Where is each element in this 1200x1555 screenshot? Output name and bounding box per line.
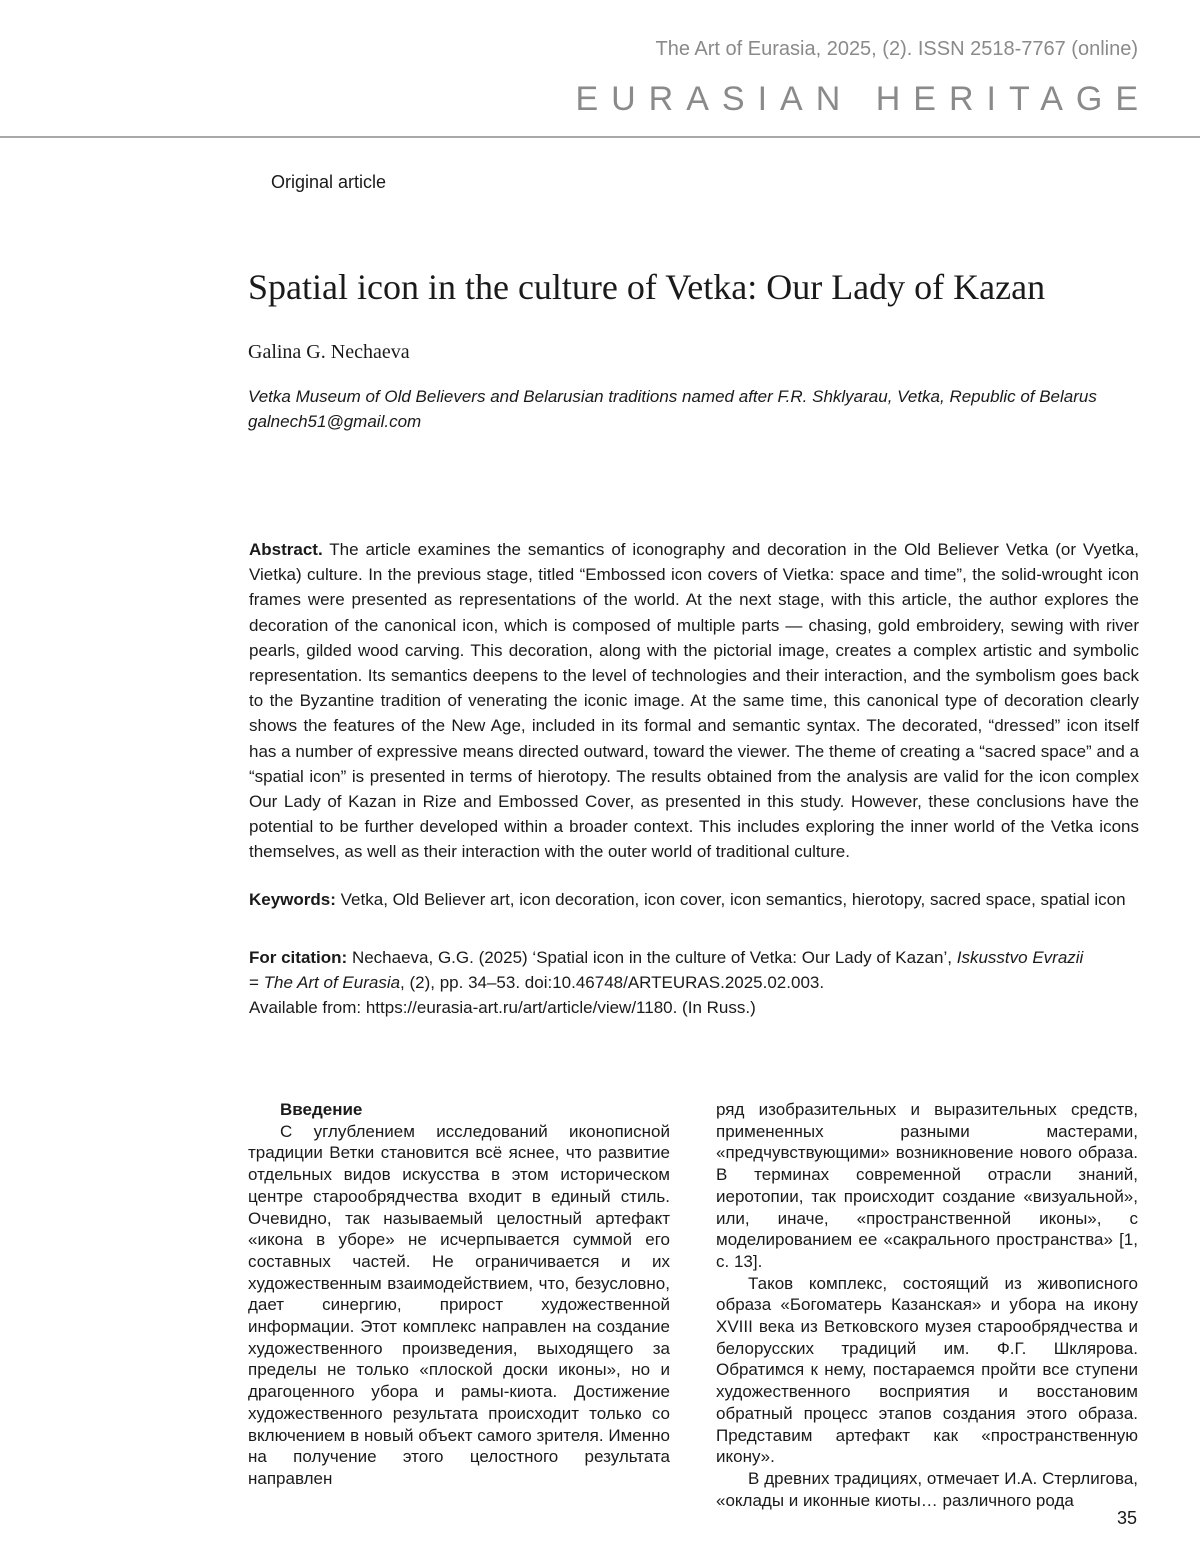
abstract [249, 537, 1139, 865]
affiliation-institution: Vetka Museum of Old Believers and Belarusian traditions named after F.R. Shklyarau, Vetka, Republic of Belarus [248, 387, 1097, 406]
citation-eq: = [249, 973, 259, 992]
article-type: Original article [271, 172, 387, 192]
keywords [249, 887, 1149, 912]
author-name: Galina G. Nechaeva [248, 341, 410, 363]
author-affiliation [248, 384, 1128, 434]
citation-details: , (2), pp. 34–53. doi:10.46748/ARTEURAS.2025.02.003. [400, 973, 825, 992]
abstract-label: Abstract. [249, 540, 323, 559]
keywords-text: Vetka, Old Believer art, icon decoration, icon cover, icon semantics, hierotopy, sacred space, spatial icon [340, 890, 1126, 909]
page-number: 35 [1116, 1508, 1137, 1528]
abstract-text: The article examines the semantics of iconography and decoration in the Old Believer Vetka (or Vyetka, Vietka) culture. In the previous stage, titled “Embossed icon covers of Vietka: space and time”, the solid-wrought icon frames were presented as representations of the world. At the next stage, with this article, the author explores the decoration of the canonical icon, which is composed of multiple parts — chasing, gold embroidery, sewing with river pearls, gilded wood carving. This decoration, along with the pictorial image, creates a complex artistic and symbolic representation. Its semantics deepens to the level of technologies and their interaction, and the symbolism goes back to the Byzantine tradition of venerating the iconic image. At the same time, this canonical type of decoration clearly shows the features of the New Age, included in its formal and semantic syntax. The decorated, “dressed” icon itself has a number of expressive means directed outward, toward the viewer. The theme of creating a “sacred space” and a “spatial icon” is presented in terms of hierotopy. The results obtained from the analysis are valid for the icon complex Our Lady of Kazan in Rize and Embossed Cover, as presented in this study. However, these conclusions have the potential to be further developed within a broader context. This includes exploring the inner world of the Vetka icons themselves, as well as their interaction with the outer world of traditional culture. [249, 540, 1139, 862]
citation-journal-ru: Iskusstvo Evrazii [956, 948, 1084, 967]
section-heading: Введение [280, 1100, 363, 1119]
citation-label: For citation: [249, 948, 348, 967]
body-paragraph: Таков комплекс, состоящий из живописного образа «Богоматерь Казанская» и убора на икону XVIII века из Ветковского музея старообрядчества и белорусских традиций им. Ф.Г. Шклярова. Обратимся к нему, постараемся пройти все ступени художественного восприятия и восстановим обратный процесс этапов создания этого образа. Представим артефакт как «пространственную икону». [716, 1273, 1138, 1467]
body-paragraph: С углублением исследований иконописной традиции Ветки становится всё яснее, что развитие отдельных видов искусства в этом историческом центре старообрядчества входит в единый стиль. Очевидно, так называемый целостный артефакт «икона в уборе» не исчерпывается суммой его составных частей. Не ограничивается и их художественным взаимодействием, что, безусловно, дает синергию, прирост художественной информации. Этот комплекс направлен на создание художественного произведения, выходящего за пределы не только «плоской доски иконы», но и драгоценного убора и рамы-киота. Достижение художественного результата происходит только со включением в новый объект самого зрителя. Именно на получение этого целостного результата направлен [248, 1121, 670, 1488]
citation-journal-en: The Art of Eurasia [263, 973, 401, 992]
header-divider [0, 136, 1200, 138]
citation-available-link[interactable]: Available from: https://eurasia-art.ru/art/article/view/1180. (In Russ.) [249, 998, 756, 1017]
citation-text: Nechaeva, G.G. (2025) ‘Spatial icon in the culture of Vetka: Our Lady of Kazan’, [351, 948, 953, 967]
body-column-right [716, 1099, 1138, 1511]
body-paragraph: В древних традициях, отмечает И.А. Стерлигова, «оклады и иконные киоты… различного рода [716, 1468, 1138, 1510]
section-title: EURASIAN HERITAGE [575, 80, 1151, 118]
journal-citation-header: The Art of Eurasia, 2025, (2). ISSN 2518-7767 (online) [655, 38, 1138, 60]
article-title: Spatial icon in the culture of Vetka: Our Lady of Kazan [248, 267, 1046, 307]
body-paragraph: ряд изобразительных и выразительных средств, примененных разными мастерами, «предчувствующими» возникновение нового образа. В терминах современной отрасли знаний, иеротопии, так происходит создание «визуальной», или, иначе, «пространственной иконы», с моделированием ее «сакрального пространства» [1, с. 13]. [716, 1100, 1138, 1271]
citation-block [249, 945, 1139, 1020]
body-column-left [248, 1099, 670, 1490]
keywords-label: Keywords: [249, 890, 336, 909]
author-email[interactable]: galnech51@gmail.com [248, 412, 422, 431]
